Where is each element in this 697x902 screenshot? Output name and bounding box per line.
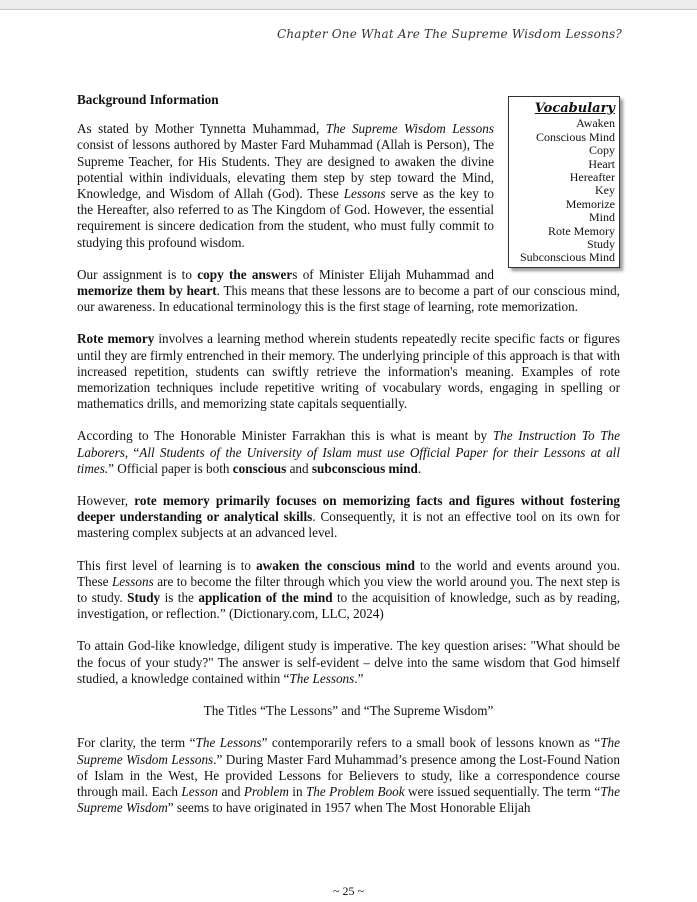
paragraph-2: Our assignment is to copy the answers of Minister Elijah Muhammad and memorize them by heart. This means that these lessons are to become a part of our conscious mind, our awareness. In educational terminology this is the first stage of learning, rote memorization. [77, 266, 620, 315]
paragraph-3: Rote memory involves a learning method wherein students repeatedly recite specific facts or figures until they are firmly entrenched in their memory. The underlying principle of this approach is that with increased repetition, students can swiftly retrieve the information's meaning. Examples of rote memorization techniques include repetitive writing of vocabulary words, engaging in spelling or mathematics drills, and memorizing state capitals sequentially. [77, 331, 620, 412]
section-heading: Background Information [77, 92, 219, 107]
chapter-header: Chapter One What Are The Supreme Wisdom Lessons? [276, 27, 622, 41]
vocab-item: Subconscious Mind [519, 250, 615, 265]
vocab-item: Mind [588, 210, 615, 225]
vocab-item: Study [586, 237, 615, 252]
paragraph-7: To attain God-like knowledge, diligent study is imperative. The key question arises: "What should be the focus of your study?" The answer is self-evident – delve into the same wisdom that God himself studied, a knowledge contained within “The Lessons.” [77, 638, 620, 686]
paragraph-6: This first level of learning is to awaken the conscious mind to the world and events around you. These Lessons are to become the filter through which you view the world around you. The next step is to study. Study is the application of the mind to the acquisition of knowledge, such as by reading, investigation, or reflection.” (Dictionary.com, LLC, 2024) [77, 557, 620, 622]
paragraph-5: However, rote memory primarily focuses on memorizing facts and figures without fostering deeper understanding or analytical skills. Consequently, it is not an effective tool on its own for mastering complex subjects at an advanced level. [77, 493, 620, 541]
vocab-item: Awaken [576, 116, 615, 131]
paragraph-1: As stated by Mother Tynnetta Muhammad, The Supreme Wisdom Lessons consist of lessons authored by Master Fard Muhammad (Allah is Person), The Supreme Teacher, for His Students. They are designed to awaken the divine potential within individuals, elevating them step by step toward the Mind, Knowledge, and Wisdom of Allah (God). These Lessons serve as the key to the Hereafter, also referred to as The Kingdom of God. However, the essential requirement is sincere dedication from the student, who must fully commit to studying this profound wisdom. [77, 121, 494, 250]
paragraph-4: According to The Honorable Minister Farrakhan this is what is meant by The Instruction To The Laborers, “All Students of the University of Islam must use Official Paper for their Lessons at all times.” Official paper is both conscious and subconscious mind. [77, 428, 620, 476]
vocab-item: Rote Memory [548, 223, 615, 238]
vocabulary-box [508, 96, 620, 268]
vocab-item: Key [595, 183, 615, 198]
vocab-item: Memorize [565, 196, 615, 211]
vocab-item: Copy [588, 143, 615, 158]
page-number: ~ 25 ~ [333, 884, 364, 898]
vocab-item: Heart [588, 156, 615, 171]
page-body [77, 92, 620, 832]
vocab-item: Conscious Mind [535, 129, 615, 144]
vocab-item: Hereafter [569, 170, 615, 185]
paragraph-8: For clarity, the term “The Lessons” contemporarily refers to a small book of lessons known as “The Supreme Wisdom Lessons.” During Master Fard Muhammad’s presence among the Lost-Found Nation of Islam in the West, He provided Lessons for Believers to study, like a correspondence course through mail. Each Lesson and Problem in The Problem Book were issued sequentially. The term “The Supreme Wisdom” seems to have originated in 1957 when The Most Honorable Elijah [77, 735, 620, 816]
subsection-title: The Titles “The Lessons” and “The Supreme Wisdom” [203, 703, 494, 719]
vocabulary-title: Vocabulary [534, 101, 615, 116]
window-top-bar [0, 0, 697, 10]
